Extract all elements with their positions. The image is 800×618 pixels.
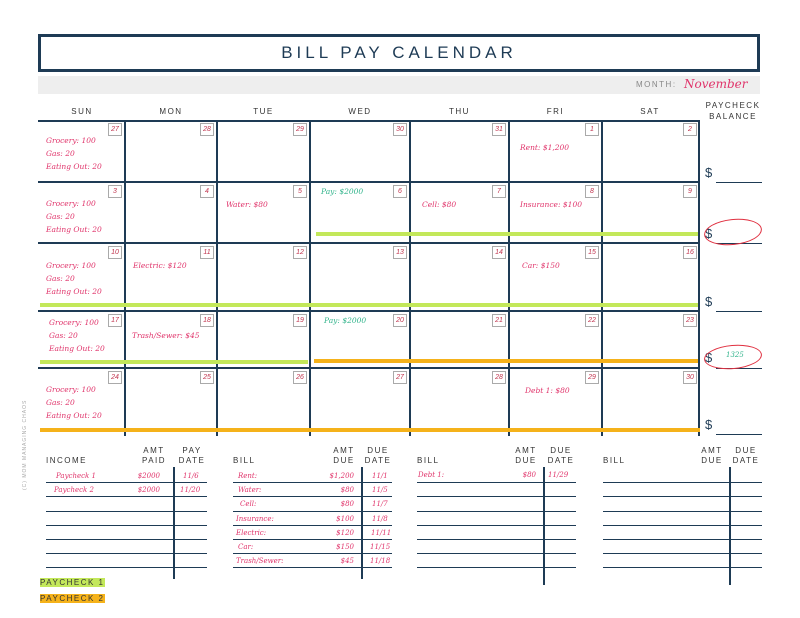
calendar-entry-water: Water: $80 (226, 200, 268, 209)
calendar-entry-cell: Cell: $80 (422, 200, 457, 209)
entry-line: Grocery: 100 (46, 385, 96, 394)
month-label: MONTH: (636, 80, 677, 89)
ledger-row-line[interactable] (233, 567, 392, 568)
day-number: 30 (683, 371, 697, 384)
day-number: 23 (683, 314, 697, 327)
entry-line: Grocery: 100 (46, 261, 96, 270)
ledger-row-line[interactable] (603, 496, 762, 497)
calendar-entry-sun-w5 (46, 383, 102, 422)
ledger-row-line[interactable] (46, 567, 207, 568)
income-divider (173, 467, 175, 579)
bills3-header: BILL (603, 456, 626, 465)
day-number: 20 (393, 314, 407, 327)
header-line: AMT (333, 446, 355, 455)
header-line: DUE (550, 446, 572, 455)
ledger-row-line[interactable] (417, 482, 576, 483)
day-number: 4 (200, 185, 214, 198)
paycheck2-highlight-week4 (314, 359, 698, 363)
bills1-amt-due-header (326, 446, 362, 466)
calendar-entry-debt1: Debt 1: $80 (525, 386, 570, 395)
ledger-row-line[interactable] (46, 539, 207, 540)
paycheck1-highlight-week4 (40, 360, 308, 364)
balance-line[interactable] (716, 311, 762, 312)
day-number: 5 (293, 185, 307, 198)
paycheck-balance-header (702, 100, 764, 122)
paycheck1-highlight-week3 (40, 303, 698, 307)
title-box (38, 34, 760, 72)
day-number: 24 (108, 371, 122, 384)
calendar-entry-rent: Rent: $1,200 (520, 143, 570, 152)
bill-date: 11/7 (372, 500, 388, 508)
day-number: 18 (200, 314, 214, 327)
bill-amount: $120 (336, 529, 354, 537)
day-number: 21 (492, 314, 506, 327)
bill-name: Trash/Sewer: (236, 557, 284, 565)
income-date: 11/20 (180, 486, 201, 494)
dow-mon: MON (159, 107, 183, 116)
header-line: PAID (141, 456, 167, 465)
dow-tue: TUE (253, 107, 274, 116)
entry-line: Eating Out: 20 (49, 344, 105, 353)
key-paycheck-2 (40, 594, 105, 603)
balance-dollar: $ (705, 294, 713, 309)
balance-line[interactable] (716, 182, 762, 183)
income-header: INCOME (46, 456, 87, 465)
day-number: 8 (585, 185, 599, 198)
bill-amount: $80 (522, 471, 536, 479)
entry-line: Grocery: 100 (49, 318, 99, 327)
day-number: 14 (492, 246, 506, 259)
ledger-row-line[interactable] (603, 553, 762, 554)
bill-name: Rent: (238, 472, 258, 480)
key-paycheck-1 (40, 578, 105, 587)
entry-line: Eating Out: 20 (46, 225, 102, 234)
ledger-row-line[interactable] (417, 511, 576, 512)
header-line: AMT (701, 446, 723, 455)
calendar-entry-insurance: Insurance: $100 (520, 200, 582, 209)
bill-date: 11/29 (548, 471, 569, 479)
bill-name: Insurance: (236, 515, 274, 523)
ledger-row-line[interactable] (233, 525, 392, 526)
day-number: 2 (683, 123, 697, 136)
paycheck-balance-line2: BALANCE (709, 112, 757, 121)
entry-line: Grocery: 100 (46, 136, 96, 145)
bill-name: Car: (238, 543, 254, 551)
ledger-row-line[interactable] (46, 496, 207, 497)
paycheck1-highlight-week2 (316, 232, 698, 236)
header-line: DUE (515, 456, 537, 465)
ledger-row-line[interactable] (417, 496, 576, 497)
ledger-row-line[interactable] (233, 482, 392, 483)
calendar-entry-sun-w2 (46, 197, 102, 236)
day-number: 12 (293, 246, 307, 259)
day-number: 7 (492, 185, 506, 198)
income-pay-date-header (174, 446, 210, 466)
day-number: 27 (108, 123, 122, 136)
calendar-entry-pay-6: Pay: $2000 (321, 187, 364, 196)
header-line: DUE (701, 456, 723, 465)
ledger-row-line[interactable] (603, 511, 762, 512)
day-number: 9 (683, 185, 697, 198)
entry-line: Eating Out: 20 (46, 162, 102, 171)
dow-thu: THU (449, 107, 470, 116)
entry-line: Grocery: 100 (46, 199, 96, 208)
bill-name: Water: (238, 486, 262, 494)
ledger-row-line[interactable] (603, 567, 762, 568)
grid-col-7 (698, 120, 700, 436)
ledger-row-line[interactable] (46, 511, 207, 512)
bills3-amt-due-header (694, 446, 730, 466)
bill-amount: $1,200 (329, 472, 354, 480)
entry-line: Eating Out: 20 (46, 287, 102, 296)
dow-sun: SUN (71, 107, 93, 116)
month-value[interactable]: November (684, 77, 748, 91)
grid-col-3 (309, 120, 311, 436)
bill-amount: $100 (336, 515, 354, 523)
day-number: 13 (393, 246, 407, 259)
calendar-entry-electric: Electric: $120 (133, 261, 187, 270)
header-line: AMT (515, 446, 537, 455)
copyright-text: (C) MOM MANAGING CHAOS (22, 399, 28, 490)
day-number: 11 (200, 246, 214, 259)
bill-date: 11/11 (371, 529, 392, 537)
balance-dollar: $ (705, 226, 713, 241)
income-amount: $2000 (137, 486, 160, 494)
header-line: DATE (178, 456, 206, 465)
grid-col-4 (409, 120, 411, 436)
header-line: DATE (364, 456, 392, 465)
day-number: 19 (293, 314, 307, 327)
key-paycheck-1-label: PAYCHECK 1 (40, 578, 105, 587)
entry-line: Gas: 20 (46, 212, 75, 221)
day-number: 6 (393, 185, 407, 198)
bill-name: Electric: (236, 529, 267, 537)
bills2-header: BILL (417, 456, 440, 465)
bills2-due-date-header (543, 446, 579, 466)
calendar-entry-sun-w3 (46, 259, 102, 298)
header-line: DUE (367, 446, 389, 455)
calendar-entry-sun-w1 (46, 134, 102, 173)
balance-dollar: $ (705, 350, 713, 365)
bill-amount: $45 (340, 557, 354, 565)
bill-amount: $80 (340, 500, 354, 508)
day-number: 3 (108, 185, 122, 198)
ledger-row-line[interactable] (417, 567, 576, 568)
ledger-row-line[interactable] (233, 496, 392, 497)
bill-date: 11/1 (372, 472, 388, 480)
balance-value: 1325 (726, 351, 744, 359)
bill-name: Debt 1: (418, 471, 445, 479)
ledger-row-line[interactable] (233, 539, 392, 540)
ledger-row-line[interactable] (46, 553, 207, 554)
dow-wed: WED (348, 107, 372, 116)
income-name: Paycheck 2 (54, 486, 94, 494)
balance-dollar: $ (705, 165, 713, 180)
bill-date: 11/8 (372, 515, 388, 523)
header-line: DUE (333, 456, 355, 465)
bill-date: 11/15 (370, 543, 391, 551)
bills2-amt-due-header (508, 446, 544, 466)
dow-fri: FRI (546, 107, 565, 116)
dow-sat: SAT (640, 107, 660, 116)
ledger-row-line[interactable] (233, 511, 392, 512)
bill-date: 11/18 (370, 557, 391, 565)
grid-col-1 (124, 120, 126, 436)
bills1-header: BILL (233, 456, 256, 465)
balance-dollar: $ (705, 417, 713, 432)
day-number: 26 (293, 371, 307, 384)
income-name: Paycheck 1 (56, 472, 96, 480)
day-number: 31 (492, 123, 506, 136)
ledger-row-line[interactable] (417, 539, 576, 540)
bills1-divider (361, 467, 363, 579)
key-paycheck-2-label: PAYCHECK 2 (40, 594, 105, 603)
income-amt-paid-header (136, 446, 172, 466)
ledger-row-line[interactable] (233, 553, 392, 554)
bills3-due-date-header (728, 446, 764, 466)
day-number: 25 (200, 371, 214, 384)
day-number: 15 (585, 246, 599, 259)
header-line: AMT (143, 446, 165, 455)
calendar-entry-sun-w4 (49, 316, 105, 355)
day-number: 30 (393, 123, 407, 136)
day-number: 10 (108, 246, 122, 259)
day-number: 22 (585, 314, 599, 327)
day-number: 28 (492, 371, 506, 384)
bill-amount: $80 (340, 486, 354, 494)
paycheck2-highlight-week5 (40, 428, 700, 432)
ledger-row-line[interactable] (46, 482, 207, 483)
day-number: 29 (585, 371, 599, 384)
ledger-row-line[interactable] (603, 482, 762, 483)
ledger-row-line[interactable] (417, 525, 576, 526)
entry-line: Gas: 20 (49, 331, 78, 340)
day-number: 27 (393, 371, 407, 384)
grid-col-2 (216, 120, 218, 436)
calendar-entry-car: Car: $150 (522, 261, 560, 270)
header-line: PAY (182, 446, 202, 455)
bills1-due-date-header (360, 446, 396, 466)
ledger-row-line[interactable] (417, 553, 576, 554)
income-date: 11/6 (183, 472, 199, 480)
bill-date: 11/5 (372, 486, 388, 494)
grid-col-5 (508, 120, 510, 436)
header-line: DATE (547, 456, 575, 465)
header-line: DUE (735, 446, 757, 455)
balance-line[interactable] (716, 434, 762, 435)
ledger-row-line[interactable] (603, 525, 762, 526)
page-title: BILL PAY CALENDAR (281, 43, 517, 62)
bill-amount: $150 (336, 543, 354, 551)
day-number: 29 (293, 123, 307, 136)
entry-line: Gas: 20 (46, 398, 75, 407)
income-amount: $2000 (137, 472, 160, 480)
day-number: 28 (200, 123, 214, 136)
paycheck-balance-line1: PAYCHECK (705, 101, 761, 110)
ledger-row-line[interactable] (603, 539, 762, 540)
day-number: 1 (585, 123, 599, 136)
grid-col-6 (601, 120, 603, 436)
bill-name: Cell: (240, 500, 257, 508)
calendar-entry-trash: Trash/Sewer: $45 (132, 331, 200, 340)
header-line: DATE (732, 456, 760, 465)
calendar-entry-pay-20: Pay: $2000 (324, 316, 367, 325)
entry-line: Eating Out: 20 (46, 411, 102, 420)
ledger-row-line[interactable] (46, 525, 207, 526)
day-number: 17 (108, 314, 122, 327)
day-number: 16 (683, 246, 697, 259)
entry-line: Gas: 20 (46, 274, 75, 283)
entry-line: Gas: 20 (46, 149, 75, 158)
